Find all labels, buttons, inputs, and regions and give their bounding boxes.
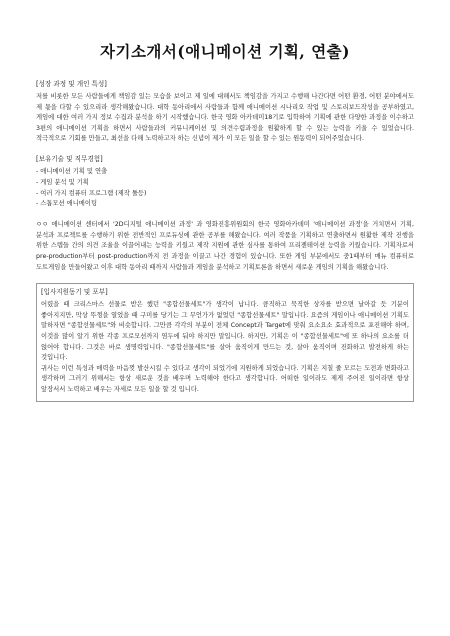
motivation-body-2: 귀사는 이런 특성과 매력을 마음껏 발산시킬 수 있다고 생각이 되었기에 지원하게 되었습니다. 기획은 지칠 줄 모르는 도전과 변화라고 생각하며 그러기 위해서는 항상 새로운 것을 배우며 노력해야 한다고 생각합니다. 어떠한 일이라도 제게 주어진 일이라면 항상 앞장서서 노력하고 배우는 자세로 모든 일을 할 것 입니다.	[41, 364, 409, 393]
skills-section	[36, 155, 414, 273]
growth-body: 저를 비롯한 모든 사람들에게 책임감 있는 모습을 보이고 제 일에 대해서도 책임감을 가지고 수행해 나간다면 어떤 환경, 어떤 분야에서도 제 몫을 다할 수 있으리라 생각해왔습니다. 대학 동아리에서 사람들과 함께 애니메이션 시나리오 작업 및 스토리보드작성을 공부하였고, 게임에 대한 여러 가지 정보 수집과 분석을 하기 시작했습니다. 한국 영화 아카데미18기로 입학하여 기획에 관한 다양한 과정을 이수하고 3편의 애니메이션 기획을 하면서 사람들과의 커뮤니케이션 및 의견수렴과정을 원활하게 할 수 있는 능력을 키울 수 있었습니다. 적극적으로 기회를 만들고, 최선을 다해 노력하고자 하는 신념이 제가 이 모든 일을 할 수 있는 원동력이 되어주었습니다.	[36, 93, 414, 143]
list-item: - 스톱모션 애니메이팅	[36, 200, 98, 208]
growth-heading: [성장 과정 및 개인 특성]	[36, 80, 107, 88]
skills-body: ㅇㅇ 애니메이션 센터에서 '2D디지털 애니메이션 과정' 과 영화진흥위원회의 한국 영화아카데미 '애니메이션 과정'을 거치면서 기획, 분석과 프로젝트를 수행하기 위한 전반적인 프로듀싱에 관한 공부를 해왔습니다. 여러 작품을 기획하고 연출하면서 원활한 제작 진행을 위한 스텝들 간의 의견 조율을 이끌어내는 능력을 키웠고 제작 지원에 관한 심사를 통하여 프리젠테이션 능력을 키웠습니다. 기획자로서 pre-production부터 post-production까지 전 과정을 이끌고 나간 경험이 있습니다. 또한 게임 부분에서도 중1때부터 매뉴 컴퓨터로 도트게임을 만들어왔고 이후 대학 동아리 때까지 사람들과 게임을 분석하고 기획토론을 하면서 새로운 게임의 기획을 해왔습니다.	[36, 221, 414, 271]
list-item: - 게임 분석 및 기획	[36, 178, 89, 186]
spacer	[36, 210, 414, 220]
motivation-body-1: 어렸을 때 크리스마스 선물로 받은 했던 "종합선물세트"가 생각이 납니다. 큼직하고 묵직한 상자를 받으면 날아갈 듯 기분이 좋아지지만, 막상 뚜껑을 열었을 때 구미를 당기는 그 무언가가 없었던 "종합선물세트" 말입니다. 요즘의 게임이나 애니메이션 기획도 말하자면 "종합선물세트"와 비슷합니다. 그만큼 각각의 부분이 전체 Concept과 Target에 맞춰 요소요소 효과적으로 포진해야 하며, 이것을 많이 알기 위한 각종 프로모션까지 염두에 둬야 하지만 말입니다. 하지만, 기획은 이 "종합선물세트"에 또 하나의 요소를 더 얹어야 합니다. 그것은 바로 생명력입니다. "종합선물세트"를 살아 움직이게 만드는 것, 살아 움직이며 진화하고 발전하게 하는 것입니다.	[41, 301, 409, 362]
growth-section	[36, 80, 414, 145]
document-title: 자기소개서(애니메이션 기획, 연출)	[100, 42, 350, 61]
skills-list	[36, 167, 414, 210]
list-item: - 여러 가지 컴퓨터 프로그램 (제작 툴등)	[36, 189, 147, 197]
motivation-heading: [입사지원동기 및 포부]	[41, 288, 108, 297]
list-item: - 애니메이션 기획 및 연출	[36, 167, 108, 175]
skills-heading: [보유기술 및 직무경험]	[36, 154, 103, 163]
motivation-section	[36, 283, 414, 402]
